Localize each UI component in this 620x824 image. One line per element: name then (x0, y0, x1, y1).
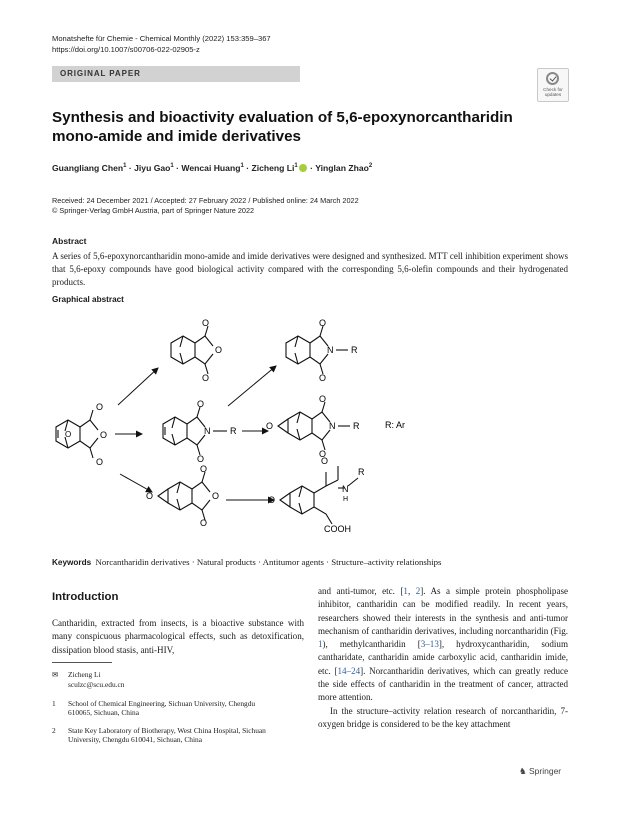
orcid-icon[interactable] (299, 164, 307, 172)
compound-olefin-imide (163, 407, 227, 455)
atom-label: O (319, 394, 327, 404)
intro-column-2 (318, 585, 568, 731)
atom-label: O (197, 454, 205, 464)
compound-epoxy-imide (278, 402, 350, 450)
check-updates-label: Check for updates (543, 87, 563, 98)
keywords-label: Keywords (52, 558, 92, 567)
section-heading-introduction: Introduction (52, 591, 119, 603)
article-type-label: ORIGINAL PAPER (60, 69, 141, 78)
author-affiliation: 2 (368, 163, 373, 170)
compound-start (56, 410, 98, 458)
affiliation-1: School of Chemical Engineering, Sichuan University, Chengdu 610065, Sichuan, China (68, 699, 256, 718)
atom-label: R (230, 426, 237, 436)
abstract-heading: Abstract (52, 236, 87, 246)
author-name[interactable]: Yinglan Zhao (315, 163, 369, 173)
article-title: Synthesis and bioactivity evaluation of 5,6-epoxynorcantharidin mono-amide and imide derivatives (52, 109, 513, 145)
atom-label: O (202, 318, 210, 328)
reaction-arrow (120, 474, 152, 492)
author-affiliation: 1 (170, 163, 174, 170)
publisher-name: Springer (529, 766, 562, 776)
copyright-line: © Springer-Verlag GmbH Austria, part of Springer Nature 2022 (52, 206, 255, 215)
publication-dates (52, 196, 359, 216)
doi-link[interactable]: https://doi.org/10.1007/s00706-022-02905-z (52, 45, 200, 54)
abstract-text: A series of 5,6-epoxynorcantharidin mono-amide and imide derivatives were designed and synthesized. MTT cell inhibition experiment shows that 5,6-epoxy compounds have good biological activity compared with the corresponding 5,6-olefin compounds and their hydrogenated products. (52, 251, 568, 287)
springer-horse-icon: ♞ (519, 766, 527, 776)
author-affiliation: 1 (240, 163, 244, 170)
compound-hydro-anhydride (171, 326, 213, 374)
atom-label: R (351, 345, 358, 355)
atom-label: N (204, 426, 211, 436)
atom-label: O (215, 345, 223, 355)
graphical-abstract-heading: Graphical abstract (52, 295, 124, 304)
atom-label: O (319, 373, 327, 383)
graphical-abstract-scheme (40, 310, 570, 538)
author-affiliation: 1 (123, 163, 127, 170)
atom-label: O (100, 430, 108, 440)
journal-citation: Monatshefte für Chemie - Chemical Monthly (2022) 153:359–367 (52, 34, 271, 43)
checkmark-icon (546, 72, 559, 85)
history-dates: Received: 24 December 2021 / Accepted: 27 February 2022 / Published online: 24 March 2022 (52, 196, 359, 205)
author-name[interactable]: Jiyu Gao (134, 163, 171, 173)
citation-link[interactable]: 14–24 (337, 665, 361, 676)
atom-label: N (327, 345, 334, 355)
atom-label: N (329, 421, 336, 431)
atom-label: R (358, 467, 365, 477)
atom-label: O (268, 495, 276, 505)
atom-label: O (266, 421, 274, 431)
author-name[interactable]: Zicheng Li (251, 163, 295, 173)
footnote-divider (52, 662, 112, 663)
corresponding-author: Zicheng Li (68, 670, 101, 679)
atom-label: O (212, 491, 220, 501)
article-type-banner (52, 66, 300, 82)
affiliation-number: 2 (52, 726, 56, 735)
atom-label: O (319, 318, 327, 328)
figure-link[interactable]: 1 (318, 639, 323, 650)
corresponding-email[interactable]: sculzc@scu.edu.cn (68, 680, 125, 689)
mail-icon: ✉ (52, 670, 59, 679)
atom-label: O (321, 456, 329, 466)
atom-label: O (200, 518, 208, 528)
citation-link[interactable]: 2 (415, 586, 421, 596)
author-name[interactable]: Wencai Huang (181, 163, 241, 173)
atom-label: O (202, 373, 210, 383)
affiliation-number: 1 (52, 699, 56, 708)
compound-hydro-imide (286, 326, 348, 374)
atom-label: O (200, 464, 208, 474)
atom-label: O (146, 491, 154, 501)
affiliation-2: State Key Laboratory of Biotherapy, West China Hospital, Sichuan University, Chengdu 610041, Sichuan, China (68, 726, 266, 745)
atom-label: R (353, 421, 360, 431)
atom-label: N (342, 484, 349, 494)
atom-label: O (65, 430, 72, 439)
atom-label: COOH (324, 524, 351, 534)
check-updates-button[interactable] (537, 68, 569, 102)
author-affiliation: 1 (294, 163, 298, 170)
intro-paragraph-2: and anti-tumor, etc. [1, 2]. As a simple protein phospholipase inhibitor, cantharidin can be modified readily. In recent years, researchers showed their interests in the synthesis and anti-tumor mechanism of cantharidin derivatives, including norcantharidin (Fig. 1), methylcantharidin [3–13], hydroxycantharidin, sodium cantharidate, cantharidin amide carboxylic acid, cantharidin imide, etc. [14–24]. Norcantharidin derivatives, which can greatly reduce the side effects of cantharidin in the treatment of cancer, attracted more attention. (318, 586, 568, 703)
author-name[interactable]: Guangliang Chen (52, 163, 124, 173)
citation-link[interactable]: 3–13 (420, 639, 439, 650)
reaction-arrow (228, 366, 276, 406)
r-group-legend: R: Ar (385, 420, 406, 430)
journal-header (52, 33, 271, 55)
author-list: Guangliang Chen$^1$ · Jiyu Gao$^1$ · Wencai Huang$^1$ · Zicheng $Li^1$ · Yinglan Zhao$^2$ (52, 163, 373, 173)
atom-label: O (96, 457, 104, 467)
publisher-logo (519, 766, 561, 777)
citation-link[interactable]: 1 (403, 586, 408, 596)
intro-paragraph-1: Cantharidin, extracted from insects, is a bioactive substance with many conspicuous pharmacological effects, such as detoxification, dissipation blood stasis, anti-HIV, (52, 618, 304, 655)
compound-epoxy-anhydride (158, 472, 210, 520)
atom-label: O (319, 449, 327, 459)
keywords-text: Norcantharidin derivatives · Natural products · Antitumor agents · Structure–activity relationships (95, 557, 442, 567)
atom-label: O (96, 402, 104, 412)
atom-label: O (197, 399, 205, 409)
compound-epoxy-monoamide (280, 466, 338, 524)
keywords (52, 557, 441, 567)
atom-label: H (343, 496, 349, 503)
reaction-arrow (118, 368, 158, 405)
intro-paragraph-3: In the structure–activity relation research of norcantharidin, 7-oxygen bridge is considered to be the key attachment (318, 705, 568, 729)
